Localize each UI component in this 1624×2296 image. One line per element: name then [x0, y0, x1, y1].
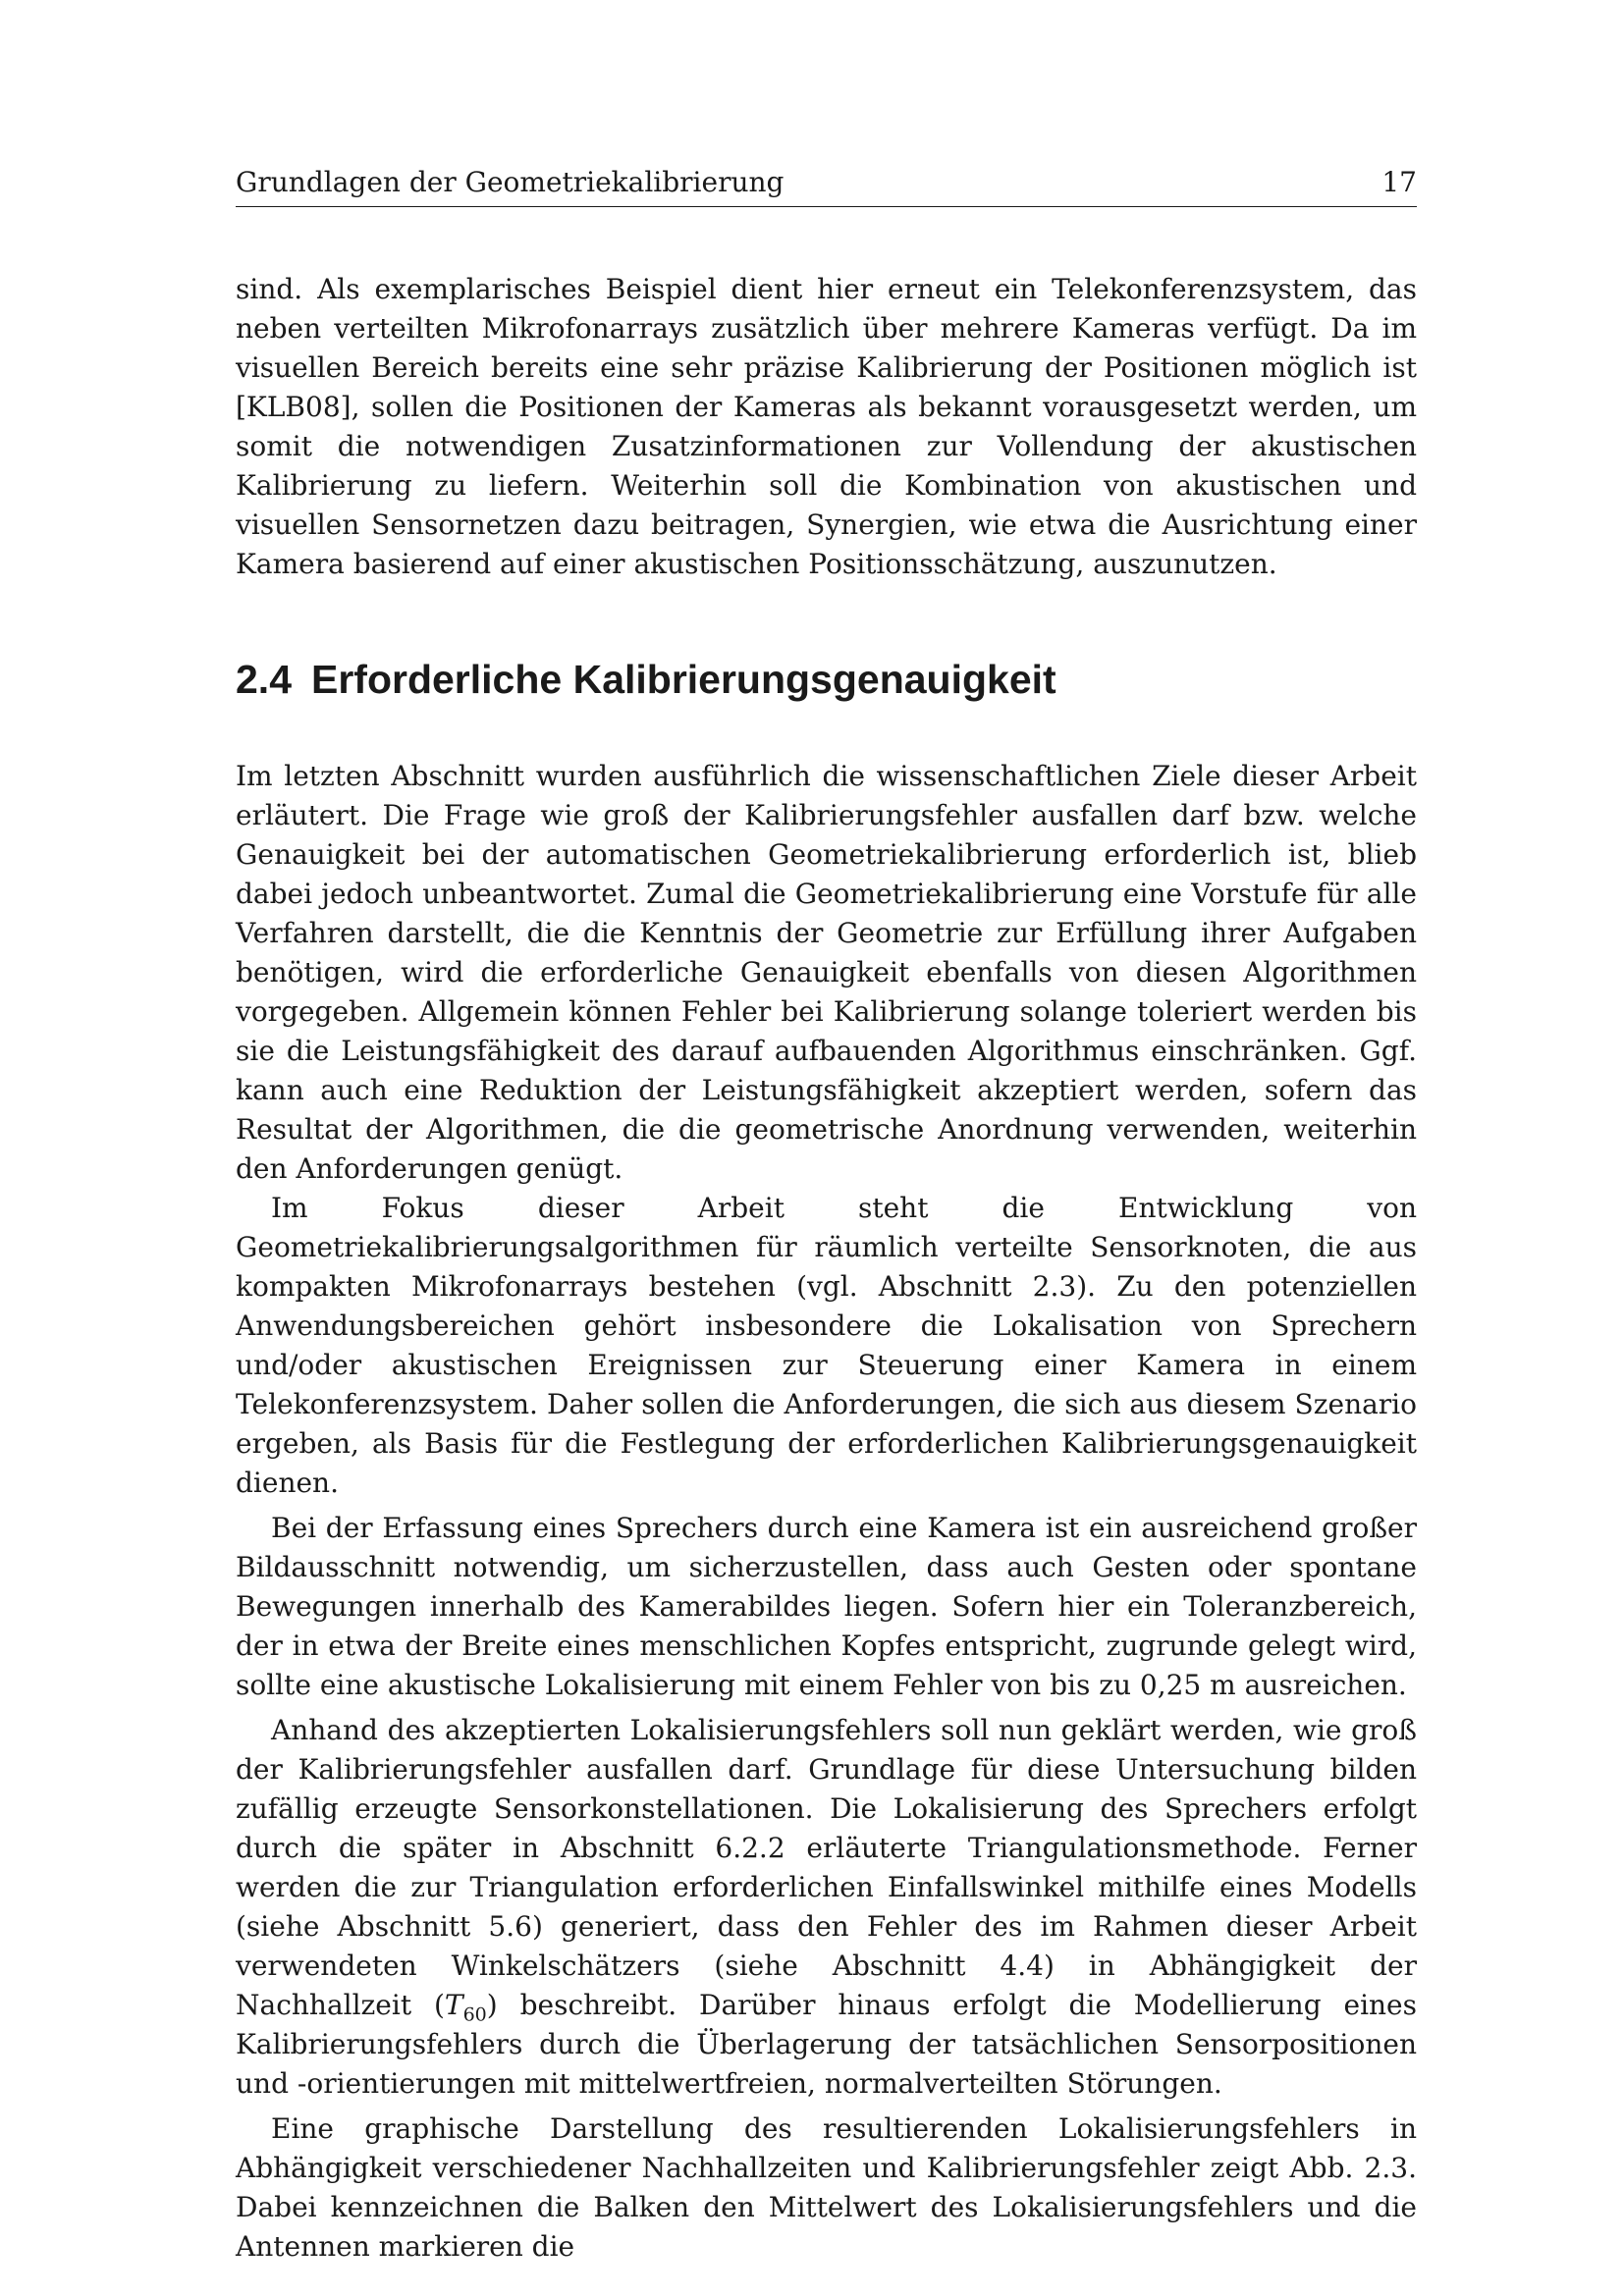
- paragraph-3: Bei der Erfassung eines Sprechers durch eine Kamera ist ein ausreichend großer Bildausschnitt notwendig, um sicherzustellen, dass auch Gesten oder spontane Bewegungen innerhalb des Kamerabildes liegen. Sofern hier ein Toleranzbereich, der in etwa der Breite eines menschlichen Kopfes entspricht, zugrunde gelegt wird, sollte eine akustische Lokalisierung mit einem Fehler von bis zu 0,25 m ausreichen.: [236, 1512, 1417, 1701]
- t60-subscript: 60: [462, 2003, 487, 2026]
- t60-symbol: T: [444, 1989, 463, 2021]
- page-content: [236, 270, 1417, 2267]
- intro-paragraph: sind. Als exemplarisches Beispiel dient hier erneut ein Telekonferenzsystem, das neben verteilten Mikrofonarrays zusätzlich über mehrere Kameras verfügt. Da im visuellen Bereich bereits eine sehr präzise Kalibrierung der Positionen möglich ist [KLB08], sollen die Positionen der Kameras als bekannt vorausgesetzt werden, um somit die notwendigen Zusatzinformationen zur Vollendung der akustischen Kalibrierung zu liefern. Weiterhin soll die Kombination von akustischen und visuellen Sensornetzen dazu beitragen, Synergien, wie etwa die Ausrichtung einer Kamera basierend auf einer akustischen Positionsschätzung, auszunutzen.: [236, 273, 1417, 580]
- paragraph-1: Im letzten Abschnitt wurden ausführlich die wissenschaftlichen Ziele dieser Arbeit erläutert. Die Frage wie groß der Kalibrierungsfehler ausfallen darf bzw. welche Genauigkeit bei der automatischen Geometriekalibrierung erforderlich ist, blieb dabei jedoch unbeantwortet. Zumal die Geometriekalibrierung eine Vorstufe für alle Verfahren darstellt, die die Kenntnis der Geometrie zur Erfüllung ihrer Aufgaben benötigen, wird die erforderliche Genauigkeit ebenfalls von diesen Algorithmen vorgegeben. Allgemein können Fehler bei Kalibrierung solange toleriert werden bis sie die Leistungsfähigkeit des darauf aufbauenden Algorithmus einschränken. Ggf. kann auch eine Reduktion der Leistungsfähigkeit akzeptiert werden, sofern das Resultat der Algorithmen, die die geometrische Anordnung verwenden, weiterhin den Anforderungen genügt.: [236, 760, 1417, 1185]
- page: [236, 165, 1417, 2267]
- section-heading: [236, 655, 1417, 704]
- running-header: [236, 165, 1417, 207]
- paragraph-4: [236, 1711, 1417, 2104]
- page-number: 17: [1381, 166, 1417, 198]
- paragraph-2: Im Fokus dieser Arbeit steht die Entwicklung von Geometriekalibrierungsalgorithmen für räumlich verteilte Sensorknoten, die aus kompakten Mikrofonarrays bestehen (vgl. Abschnitt 2.3). Zu den potenziellen Anwendungsbereichen gehört insbesondere die Lokalisation von Sprechern und/oder akustischen Ereignissen zur Steuerung einer Kamera in einem Telekonferenzsystem. Daher sollen die Anforderungen, die sich aus diesem Szenario ergeben, als Basis für die Festlegung der erforderlichen Kalibrierungsgenauigkeit dienen.: [236, 1192, 1417, 1499]
- paragraph-4-text-before: Anhand des akzeptierten Lokalisierungsfehlers soll nun geklärt werden, wie groß der Kalibrierungsfehler ausfallen darf. Grundlage für diese Untersuchung bilden zufällig erzeugte Sensorkonstellationen. Die Lokalisierung des Sprechers erfolgt durch die später in Abschnitt 6.2.2 erläuterte Triangulationsmethode. Ferner werden die zur Triangulation erforderlichen Einfallswinkel mithilfe eines Modells (siehe Abschnitt 5.6) generiert, dass den Fehler des im Rahmen dieser Arbeit verwendeten Winkelschätzers (siehe Abschnitt 4.4) in Abhängigkeit der Nachhallzeit (: [236, 1714, 1417, 2021]
- chapter-title: Grundlagen der Geometriekalibrierung: [236, 166, 785, 198]
- section-title: Erforderliche Kalibrierungsgenauigkeit: [311, 657, 1056, 702]
- paragraph-4-text-after: ) beschreibt. Darüber hinaus erfolgt die Modellierung eines Kalibrierungsfehlers durch die Überlagerung der tatsächlichen Sensorpositionen und -orientierungen mit mittelwertfreien, normalverteilten Störungen.: [236, 1989, 1417, 2100]
- section-number: 2.4: [236, 657, 292, 702]
- paragraph-5: Eine graphische Darstellung des resultierenden Lokalisierungsfehlers in Abhängigkeit verschiedener Nachhallzeiten und Kalibrierungsfehler zeigt Abb. 2.3. Dabei kennzeichnen die Balken den Mittelwert des Lokalisierungsfehlers und die Antennen markieren die: [236, 2112, 1417, 2263]
